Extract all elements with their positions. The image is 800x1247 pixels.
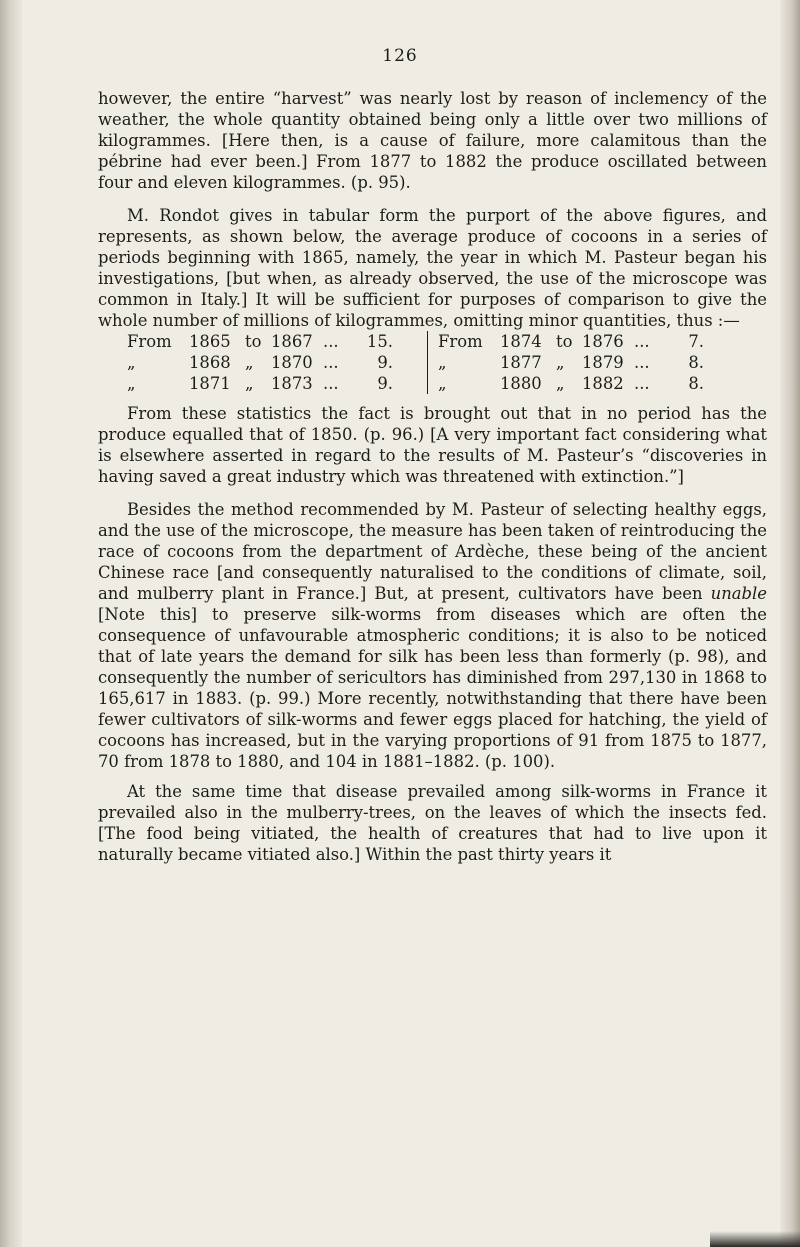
- row-leader-dots: ...: [634, 353, 650, 372]
- row-end-year: 1879: [582, 353, 624, 372]
- row-to: „: [245, 353, 254, 372]
- row-end-year: 1870: [271, 353, 313, 372]
- row-start-year: 1880: [500, 374, 542, 393]
- row-to: to: [556, 332, 573, 351]
- row-leader-dots: ...: [323, 374, 339, 393]
- page-number: 126: [382, 46, 418, 66]
- row-from: „: [438, 353, 447, 372]
- row-start-year: 1877: [500, 353, 542, 372]
- table-row: [127, 373, 427, 394]
- production-table-left-column: [127, 331, 427, 394]
- row-value: 9.: [377, 374, 393, 393]
- production-table: [127, 331, 767, 394]
- row-start-year: 1865: [189, 332, 231, 351]
- row-start-year: 1874: [500, 332, 542, 351]
- table-row: [127, 352, 427, 373]
- table-row: [127, 331, 427, 352]
- row-start-year: 1868: [189, 353, 231, 372]
- paragraph-2: M. Rondot gives in tabular form the purport of the above figures, and represents, as shown below, the average produce of cocoons in a series of periods beginning with 1865, namely, the year in which M. Pasteur began his investigations, [but when, as already observed, the use of the microscope was common in Italy.] It will be sufficient for purposes of comparison to give the whole number of millions of kilogrammes, omitting minor quantities, thus :—: [98, 206, 767, 330]
- paragraph-4-text-a: Besides the method recommended by M. Pasteur of selecting healthy eggs, and the use of the microscope, the measure has been taken of reintroducing the race of cocoons from the department of Ardèche, these being of the ancient Chinese race [and consequently naturalised to the conditions of climate, soil, and mulberry plant in France.] But, at present, cultivators have been: [98, 500, 767, 603]
- row-value: 15.: [366, 332, 393, 351]
- table-row: [438, 352, 743, 373]
- row-end-year: 1873: [271, 374, 313, 393]
- row-value: 9.: [377, 353, 393, 372]
- row-end-year: 1882: [582, 374, 624, 393]
- row-leader-dots: ...: [634, 332, 650, 351]
- row-leader-dots: ...: [323, 332, 339, 351]
- row-to: „: [556, 374, 565, 393]
- row-leader-dots: ...: [323, 353, 339, 372]
- table-row: [438, 373, 743, 394]
- page-body: [98, 88, 767, 865]
- paragraph-4-emphasis: unable: [710, 584, 767, 603]
- row-from: „: [127, 353, 136, 372]
- paragraph-4: [98, 499, 767, 772]
- row-to: to: [245, 332, 262, 351]
- row-to: „: [245, 374, 254, 393]
- production-table-right-column: [427, 331, 743, 394]
- row-value: 7.: [688, 332, 704, 351]
- table-row: [438, 331, 743, 352]
- row-value: 8.: [688, 353, 704, 372]
- paragraph-1: however, the entire “harvest” was nearly lost by reason of inclemency of the weather, the whole quantity obtained being only a little over two millions of kilogrammes. [Here then, is a cause of failure, more calamitous than the pébrine had ever been.] From 1877 to 1882 the produce oscillated between four and eleven kilogrammes. (p. 95).: [98, 89, 767, 192]
- row-from: From: [127, 332, 172, 351]
- paragraph-3: From these statistics the fact is brought out that in no period has the produce equalled that of 1850. (p. 96.) [A very important fact considering what is elsewhere asserted in regard to the results of M. Pasteur’s “discoveries in having saved a great industry which was threatened with extinction.”]: [98, 404, 767, 486]
- page-binding-shadow-left: [0, 0, 22, 1247]
- row-end-year: 1867: [271, 332, 313, 351]
- row-value: 8.: [688, 374, 704, 393]
- paragraph-4-text-b: [Note this] to preserve silk-worms from diseases which are often the consequence of unfavourable atmospheric conditions; it is also to be noticed that of late years the demand for silk has been less than formerly (p. 98), and consequently the number of sericultors has diminished from 297,130 in 1868 to 165,617 in 1883. (p. 99.) More recently, notwithstanding that there have been fewer cultivators of silk-worms and fewer eggs placed for hatching, the yield of cocoons has increased, but in the varying proportions of 91 from 1875 to 1877, 70 from 1878 to 1880, and 104 in 1881–1882. (p. 100).: [98, 605, 767, 771]
- row-from: „: [127, 374, 136, 393]
- page-binding-shadow-right: [780, 0, 800, 1247]
- page-corner-shadow: [710, 1231, 800, 1247]
- row-from: „: [438, 374, 447, 393]
- paragraph-5: At the same time that disease prevailed among silk-worms in France it prevailed also in the mulberry-trees, on the leaves of which the insects fed. [The food being vitiated, the health of creatures that had to live upon it naturally became vitiated also.] Within the past thirty years it: [98, 782, 767, 864]
- row-leader-dots: ...: [634, 374, 650, 393]
- row-start-year: 1871: [189, 374, 231, 393]
- row-end-year: 1876: [582, 332, 624, 351]
- row-from: From: [438, 332, 483, 351]
- row-to: „: [556, 353, 565, 372]
